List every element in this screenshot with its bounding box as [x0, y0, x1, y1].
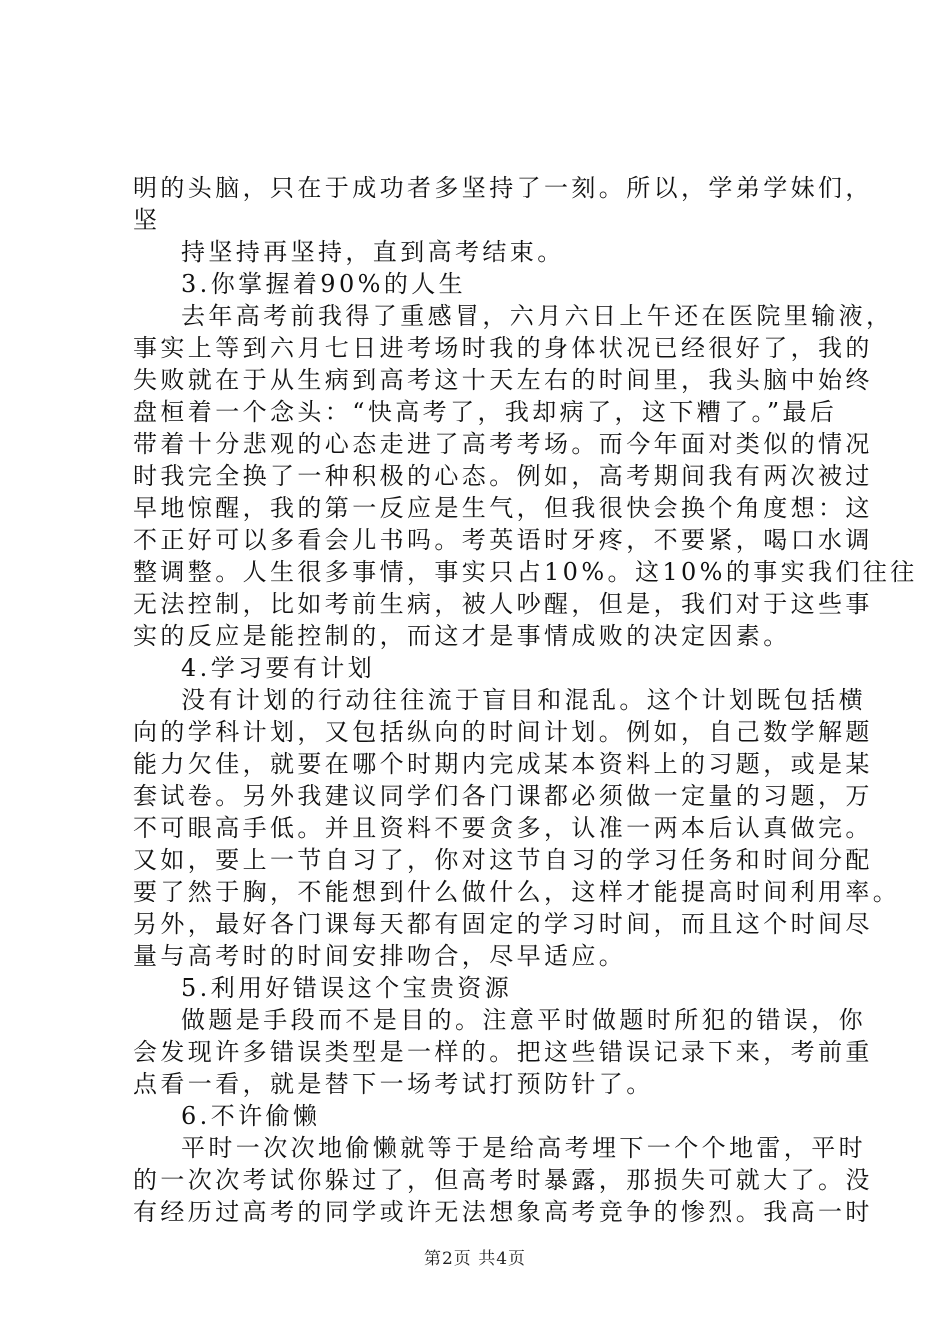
text-line: 明的头脑，只在于成功者多坚持了一刻。所以，学弟学妹们，: [133, 174, 873, 202]
text-line: 另外，最好各门课每天都有固定的学习时间，而且这个时间尽: [133, 910, 873, 938]
text-line: 整调整。人生很多事情，事实只占10%。这10%的事实我们往往: [133, 558, 918, 586]
text-line: 不可眼高手低。并且资料不要贪多，认准一两本后认真做完。: [133, 814, 873, 842]
text-line: 持坚持再坚持，直到高考结束。: [181, 238, 565, 266]
text-line: 的一次次考试你躲过了，但高考时暴露，那损失可就大了。没: [133, 1166, 873, 1194]
text-line: 去年高考前我得了重感冒，六月六日上午还在医院里输液，: [181, 302, 894, 330]
text-line: 盘桓着一个念头：“快高考了，我却病了，这下糟了。”最后: [133, 398, 838, 426]
text-line: 时我完全换了一种积极的心态。例如，高考期间我有两次被过: [133, 462, 873, 490]
text-line: 失败就在于从生病到高考这十天左右的时间里，我头脑中始终: [133, 366, 873, 394]
text-line: 4.学习要有计划: [181, 654, 376, 682]
text-line: 坚: [133, 206, 161, 234]
text-line: 又如，要上一节自习了，你对这节自习的学习任务和时间分配: [133, 846, 873, 874]
text-line: 会发现许多错误类型是一样的。把这些错误记录下来，考前重: [133, 1038, 873, 1066]
page-footer: 第2页 共4页: [423, 1249, 527, 1269]
text-line: 能力欠佳，就要在哪个时期内完成某本资料上的习题，或是某: [133, 750, 873, 778]
text-line: 点看一看，就是替下一场考试打预防针了。: [133, 1070, 654, 1098]
text-line: 不正好可以多看会儿书吗。考英语时牙疼，不要紧，喝口水调: [133, 526, 873, 554]
text-line: 向的学科计划，又包括纵向的时间计划。例如，自己数学解题: [133, 718, 873, 746]
text-line: 平时一次次地偷懒就等于是给高考埋下一个个地雷，平时: [181, 1134, 866, 1162]
text-line: 6.不许偷懒: [181, 1102, 321, 1130]
text-line: 早地惊醒，我的第一反应是生气，但我很快会换个角度想：这: [133, 494, 873, 522]
text-line: 套试卷。另外我建议同学们各门课都必须做一定量的习题，万: [133, 782, 873, 810]
text-line: 5.利用好错误这个宝贵资源: [181, 974, 513, 1002]
text-line: 实的反应是能控制的，而这才是事情成败的决定因素。: [133, 622, 791, 650]
text-line: 量与高考时的时间安排吻合，尽早适应。: [133, 942, 627, 970]
text-line: 带着十分悲观的心态走进了高考考场。而今年面对类似的情况: [133, 430, 873, 458]
document-body: [133, 172, 918, 1228]
text-line: 事实上等到六月七日进考场时我的身体状况已经很好了，我的: [133, 334, 873, 362]
text-line: 3.你掌握着90%的人生: [181, 270, 467, 298]
text-line: 无法控制，比如考前生病，被人吵醒，但是，我们对于这些事: [133, 590, 873, 618]
text-line: 做题是手段而不是目的。注意平时做题时所犯的错误，你: [181, 1006, 866, 1034]
text-line: 有经历过高考的同学或许无法想象高考竞争的惨烈。我高一时: [133, 1198, 873, 1226]
text-line: 要了然于胸，不能想到什么做什么，这样才能提高时间利用率。: [133, 878, 901, 906]
text-line: 没有计划的行动往往流于盲目和混乱。这个计划既包括横: [181, 686, 866, 714]
